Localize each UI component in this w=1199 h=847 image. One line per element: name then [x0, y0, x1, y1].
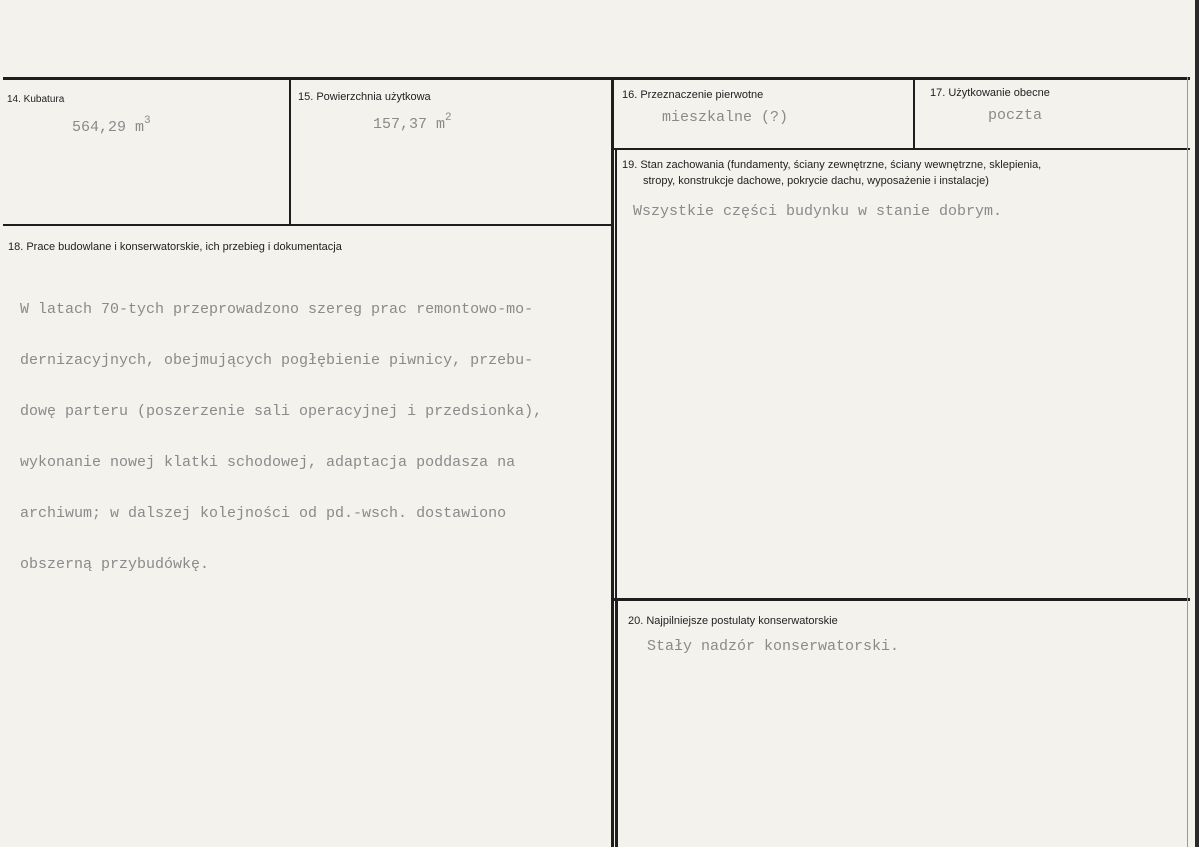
- field-18-text: [20, 267, 542, 607]
- field-20-label: 20. Najpilniejsze postulaty konserwatorskie: [628, 615, 838, 627]
- field-18-line: W latach 70-tych przeprowadzono szereg prac remontowo-mo-: [20, 301, 534, 318]
- divider-16-17: [913, 79, 915, 150]
- field-16-label: 16. Przeznaczenie pierwotne: [622, 89, 764, 101]
- inner-divider-19: [615, 150, 617, 600]
- field-17-label: 17. Użytkowanie obecne: [930, 87, 1050, 99]
- field-17-value: poczta: [988, 107, 1043, 124]
- divider-14-15: [289, 79, 291, 226]
- field-18-label: 18. Prace budowlane i konserwatorskie, ich przebieg i dokumentacja: [8, 241, 342, 253]
- inner-divider-20: [615, 600, 618, 847]
- field-14-value: 564,29 $m^3$: [72, 115, 151, 136]
- field-16-value: mieszkalne (?): [662, 109, 789, 126]
- field-18-line: wykonanie nowej klatki schodowej, adaptacja poddasza na: [20, 454, 516, 471]
- field-15-label: 15. Powierzchnia użytkowa: [298, 91, 431, 103]
- field-20-value: Stały nadzór konserwatorski.: [647, 638, 900, 655]
- row-divider-16-19: [613, 148, 1190, 150]
- top-border-line: [3, 77, 1190, 80]
- row-divider-14-18: [3, 224, 613, 226]
- field-18-line: archiwum; w dalszej kolejności od pd.-wsch. dostawiono: [20, 505, 507, 522]
- field-19-label-cont: stropy, konstrukcje dachowe, pokrycie dachu, wyposażenie i instalacje): [643, 175, 989, 187]
- field-18-line: dernizacyjnych, obejmujących pogłębienie piwnicy, przebu-: [20, 352, 534, 369]
- field-19-value: Wszystkie części budynku w stanie dobrym.: [633, 203, 1003, 220]
- field-14-label: 14. Kubatura: [7, 94, 65, 105]
- field-18-line: dowę parteru (poszerzenie sali operacyjnej i przedsionka),: [20, 403, 543, 420]
- field-15-value: 157,37 $m^2$: [373, 112, 452, 133]
- field-18-line: obszerną przybudówkę.: [20, 556, 210, 573]
- divider-15-16: [611, 79, 614, 847]
- field-19-label: 19. Stan zachowania (fundamenty, ściany zewnętrzne, ściany wewnętrzne, sklepienia,: [622, 159, 1042, 171]
- card-edge: [1195, 0, 1199, 847]
- right-inner-line: [1187, 77, 1188, 847]
- row-divider-19-20: [613, 598, 1190, 601]
